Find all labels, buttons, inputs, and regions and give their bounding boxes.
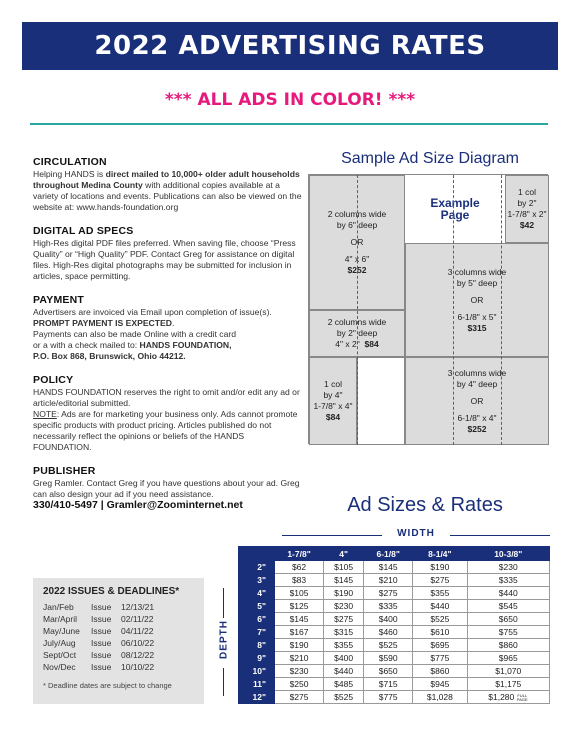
column-guide xyxy=(357,175,358,445)
ad-1col-4in: 1 col by 4" 1-7/8" x 4" $84 xyxy=(309,357,357,445)
payment-prompt: PROMPT PAYMENT IS EXPECTED. xyxy=(33,318,175,328)
depth-header: 6" xyxy=(239,613,275,626)
rate-cell: $167 xyxy=(275,626,324,639)
issue-months: May/June xyxy=(43,626,80,636)
rate-cell: $775 xyxy=(364,691,413,704)
publisher-text: Greg Ramler. Contact Greg if you have questions about your ad. Greg can also design your ad if you need assistance. xyxy=(33,478,300,499)
divider xyxy=(30,123,548,125)
payment-line: or a with a check mailed to: HANDS FOUNDATION, xyxy=(33,340,232,350)
issue-label: Issue xyxy=(91,650,112,660)
publisher-section xyxy=(33,466,305,511)
rate-cell: $275 xyxy=(364,587,413,600)
rate-cell: $145 xyxy=(324,574,364,587)
policy-note: NOTE: Ads are for marketing your business only. Ads cannot promote specific products with product pricing. Articles published do not necessarily reflect the opinions or beliefs of the HANDS FOUNDATION. xyxy=(33,409,298,452)
issue-date: 06/10/22 xyxy=(121,638,155,648)
rate-cell: $525 xyxy=(324,691,364,704)
table-row xyxy=(239,561,550,574)
ad-2col-6in: 2 columns wide by 6" deep OR 4" x 6" $252 xyxy=(309,175,405,310)
rate-cell: $860 xyxy=(413,665,467,678)
payment-line: Payments can also be made Online with a credit card xyxy=(33,329,237,339)
rate-cell: $1,175 xyxy=(467,678,549,691)
depth-header: 3" xyxy=(239,574,275,587)
column-header: 10-3/8" xyxy=(467,547,549,561)
all-ads-in-color-subtitle: *** ALL ADS IN COLOR! *** xyxy=(164,90,416,110)
column-header: 6-1/8" xyxy=(364,547,413,561)
rate-cell: $440 xyxy=(324,665,364,678)
table-row xyxy=(239,626,550,639)
issue-label: Issue xyxy=(91,602,112,612)
rate-cell: $145 xyxy=(275,613,324,626)
rate-cell: $210 xyxy=(364,574,413,587)
issue-row xyxy=(43,649,194,661)
arrow-down-icon xyxy=(223,668,224,696)
issue-months: Sept/Oct xyxy=(43,650,77,660)
width-label: WIDTH xyxy=(397,528,435,539)
rate-cell: $62 xyxy=(275,561,324,574)
depth-header: 7" xyxy=(239,626,275,639)
policy-text: HANDS FOUNDATION reserves the right to omit and/or edit any ad or article/editorial submitted. xyxy=(33,387,300,408)
issue-date: 12/13/21 xyxy=(121,602,155,612)
payment-heading: PAYMENT xyxy=(33,294,84,306)
table-row xyxy=(239,691,550,704)
column-guide xyxy=(453,175,454,445)
table-row xyxy=(239,652,550,665)
payment-section xyxy=(33,295,305,362)
issue-label: Issue xyxy=(91,662,112,672)
rate-cell: $525 xyxy=(413,613,467,626)
issues-deadlines-box xyxy=(33,578,204,704)
issue-label: Issue xyxy=(91,626,112,636)
width-indicator xyxy=(282,529,550,541)
rate-cell: $460 xyxy=(364,626,413,639)
rate-cell: $125 xyxy=(275,600,324,613)
column-guide xyxy=(501,175,502,445)
rate-cell: $860 xyxy=(467,639,549,652)
rates-title: Ad Sizes & Rates xyxy=(347,494,503,516)
column-header: 4" xyxy=(324,547,364,561)
rate-cell: $400 xyxy=(364,613,413,626)
rate-cell: $650 xyxy=(467,613,549,626)
issue-row xyxy=(43,625,194,637)
rate-cell: $715 xyxy=(364,678,413,691)
rate-cell: $695 xyxy=(413,639,467,652)
table-row xyxy=(239,678,550,691)
rates-table xyxy=(238,546,550,704)
issue-date: 04/11/22 xyxy=(121,626,154,636)
issue-date: 02/11/22 xyxy=(121,614,154,624)
depth-header: 12" xyxy=(239,691,275,704)
rate-cell: $650 xyxy=(364,665,413,678)
rate-cell: $945 xyxy=(413,678,467,691)
digital-specs-heading: DIGITAL AD SPECS xyxy=(33,225,134,237)
rate-cell: $355 xyxy=(324,639,364,652)
rate-cell: $965 xyxy=(467,652,549,665)
issue-date: 10/10/22 xyxy=(121,662,155,672)
rate-cell: $1,028 xyxy=(413,691,467,704)
rate-cell: $275 xyxy=(413,574,467,587)
rate-cell: $1,070 xyxy=(467,665,549,678)
depth-header: 8" xyxy=(239,639,275,652)
ad-3col-4in: 3 columns wide by 4" deep OR 6-1/8" x 4" $252 xyxy=(405,357,549,445)
depth-header: 11" xyxy=(239,678,275,691)
page-title-banner xyxy=(22,22,558,70)
ad-1col-2in: 1 col by 2" 1-7/8" x 2" $42 xyxy=(505,175,549,243)
depth-header: 9" xyxy=(239,652,275,665)
issue-row xyxy=(43,661,194,673)
publisher-heading: PUBLISHER xyxy=(33,465,96,477)
deadline-note: * Deadline dates are subject to change xyxy=(43,681,172,690)
issue-row xyxy=(43,613,194,625)
rate-cell: $755 xyxy=(467,626,549,639)
rate-cell: $105 xyxy=(275,587,324,600)
table-row xyxy=(239,574,550,587)
issue-label: Issue xyxy=(91,614,112,624)
rate-cell: $230 xyxy=(467,561,549,574)
info-column xyxy=(33,157,305,524)
issue-row xyxy=(43,637,194,649)
rate-cell: $610 xyxy=(413,626,467,639)
column-header: 8-1/4" xyxy=(413,547,467,561)
issues-heading: 2022 ISSUES & DEADLINES* xyxy=(43,586,180,597)
issue-label: Issue xyxy=(91,638,112,648)
rates-header-row xyxy=(239,547,550,561)
rate-cell: $525 xyxy=(364,639,413,652)
policy-heading: POLICY xyxy=(33,374,74,386)
rate-cell: $335 xyxy=(364,600,413,613)
issues-list xyxy=(43,601,194,673)
rate-cell: $355 xyxy=(413,587,467,600)
rate-cell: $400 xyxy=(324,652,364,665)
table-row xyxy=(239,600,550,613)
empty-space xyxy=(357,357,405,445)
page-title: 2022 ADVERTISING RATES xyxy=(94,31,486,61)
rate-cell: $335 xyxy=(467,574,549,587)
rate-cell: $145 xyxy=(364,561,413,574)
column-header: 1-7/8" xyxy=(275,547,324,561)
digital-specs-section xyxy=(33,226,305,282)
rate-cell: $1,280 FULL PAGE xyxy=(467,691,549,704)
rate-cell: $590 xyxy=(364,652,413,665)
rate-cell: $315 xyxy=(324,626,364,639)
corner-cell xyxy=(239,547,275,561)
payment-address: P.O. Box 868, Brunswick, Ohio 44212. xyxy=(33,351,186,361)
table-row xyxy=(239,613,550,626)
rates-body xyxy=(239,561,550,704)
rate-cell: $190 xyxy=(324,587,364,600)
rate-cell: $210 xyxy=(275,652,324,665)
table-row xyxy=(239,665,550,678)
circulation-section xyxy=(33,157,305,213)
rate-cell: $775 xyxy=(413,652,467,665)
rate-cell: $250 xyxy=(275,678,324,691)
circulation-text: Helping HANDS is direct mailed to 10,000+ older adult households throughout Medina County with additional copies available at a variety of locations and events. Publications can also be viewed on the website at: www.hands-foundation.org xyxy=(33,169,302,212)
table-row xyxy=(239,639,550,652)
issue-months: Nov/Dec xyxy=(43,662,76,672)
depth-header: 5" xyxy=(239,600,275,613)
depth-header: 10" xyxy=(239,665,275,678)
issue-months: July/Aug xyxy=(43,638,76,648)
rate-cell: $190 xyxy=(275,639,324,652)
full-page-note: FULL PAGE xyxy=(516,692,528,702)
issue-date: 08/12/22 xyxy=(121,650,155,660)
rate-cell: $230 xyxy=(324,600,364,613)
rate-cell: $275 xyxy=(324,613,364,626)
rate-cell: $440 xyxy=(413,600,467,613)
table-row xyxy=(239,587,550,600)
payment-line: Advertisers are invoiced via Email upon completion of issue(s). xyxy=(33,307,272,317)
circulation-heading: CIRCULATION xyxy=(33,156,107,168)
ad-2col-2in: 2 columns wide by 2" deep 4" x 2" $84 xyxy=(309,310,405,357)
issue-row xyxy=(43,601,194,613)
policy-section xyxy=(33,375,305,453)
rate-cell: $190 xyxy=(413,561,467,574)
example-page-label: Example Page xyxy=(405,175,505,243)
rate-cell: $275 xyxy=(275,691,324,704)
rate-cell: $83 xyxy=(275,574,324,587)
rate-cell: $230 xyxy=(275,665,324,678)
ad-3col-5in: 3 columns wide by 5" deep OR 6-1/8" x 5" $315 xyxy=(405,243,549,357)
digital-specs-text: High-Res digital PDF files preferred. When saving file, choose “Press Quality” or “High Quality” PDF. Contact Greg for assistance on digital files. High-Res digital photographs may be submitted for inclusion in articles, space permitting. xyxy=(33,238,296,281)
rate-cell: $105 xyxy=(324,561,364,574)
depth-header: 2" xyxy=(239,561,275,574)
rate-cell: $440 xyxy=(467,587,549,600)
diagram-title: Sample Ad Size Diagram xyxy=(341,150,519,167)
depth-header: 4" xyxy=(239,587,275,600)
depth-label: DEPTH xyxy=(218,620,230,659)
issue-months: Mar/April xyxy=(43,614,78,624)
rate-cell: $485 xyxy=(324,678,364,691)
depth-indicator xyxy=(216,588,232,696)
rate-cell: $545 xyxy=(467,600,549,613)
issue-months: Jan/Feb xyxy=(43,602,74,612)
publisher-contact: 330/410-5497 | Gramler@Zoominternet.net xyxy=(33,499,243,511)
ad-size-diagram xyxy=(308,174,548,444)
